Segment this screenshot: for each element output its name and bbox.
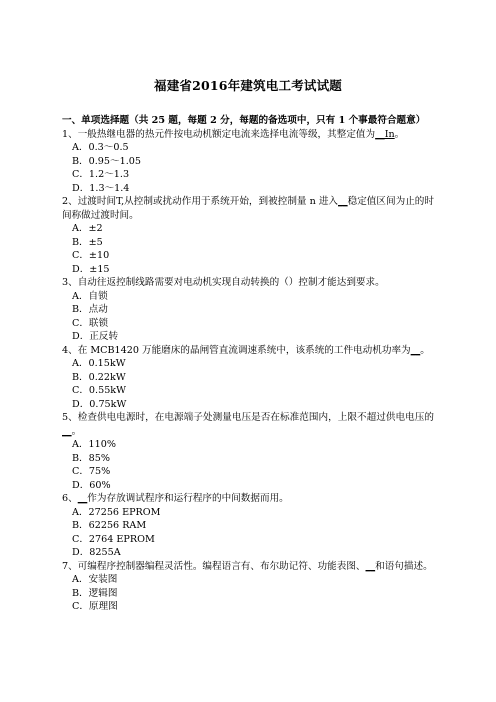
stem-text: 7、可编程序控制器编程灵活性。编程语言有、布尔助记符、功能表图、: [62, 560, 366, 572]
question-stem: [62, 344, 434, 358]
option-b: B．逻辑图: [72, 587, 118, 599]
question-stem: [62, 195, 434, 222]
stem-text: 和语句描述。: [375, 560, 433, 572]
stem-text: 5、检查供电电源时，在电源端子处测量电压是否在标准范围内，上限不超过供电电压的: [62, 412, 434, 423]
answer-blank: __: [365, 560, 376, 572]
stem-text: 6、: [62, 493, 78, 504]
option-d: D．正反转: [72, 331, 119, 342]
option-d: D．0.75kW: [72, 398, 127, 410]
stem-text: 。: [394, 128, 405, 140]
question-stem: [62, 128, 434, 142]
option-a: A．0.15kW: [72, 358, 126, 369]
stem-text: 4、在 MCB1420 万能磨床的晶闸管直流调速系统中，该系统的工件电动机功率为: [62, 344, 411, 356]
answer-blank: __: [62, 425, 72, 437]
stem-text: 。: [420, 344, 430, 356]
option-d: D．±15: [72, 263, 110, 275]
option-c: C．1.2～1.3: [72, 169, 130, 180]
stem-text: 2、过渡时间T,从控制或扰动作用于系统开始，到被控制量 n 进入: [62, 196, 339, 207]
option-c: C．0.55kW: [72, 385, 126, 396]
stem-text: 。: [71, 425, 82, 437]
option-c: C．联锁: [72, 317, 109, 329]
option-c: C．75%: [72, 466, 111, 477]
option-a: A．±2: [72, 223, 103, 234]
answer-blank: __: [338, 196, 348, 207]
document-page: [62, 78, 434, 614]
option-d: D．1.3～1.4: [72, 182, 130, 194]
question-stem: [62, 560, 434, 574]
option-b: B．85%: [72, 452, 110, 464]
answer-blank: __: [77, 493, 88, 504]
option-c: C．2764 EPROM: [72, 533, 155, 545]
option-a: A．0.3～0.5: [72, 142, 129, 153]
option-a: A．110%: [72, 439, 116, 450]
option-b: B．0.22kW: [72, 371, 126, 383]
question-4: [62, 344, 434, 412]
option-a: A．安装图: [72, 574, 118, 585]
stem-text: 3、自动往返控制线路需要对电动机实现自动转换的（）控制才能达到要求。: [62, 277, 385, 288]
option-d: D．60%: [72, 479, 111, 491]
option-a: A．自锁: [72, 290, 108, 302]
answer-blank: __In: [375, 128, 395, 140]
option-b: B．点动: [72, 304, 108, 315]
question-stem: [62, 276, 434, 290]
option-d: D．8255A: [72, 547, 121, 558]
option-c: C．±10: [72, 250, 110, 261]
question-6: [62, 492, 434, 560]
question-stem: [62, 411, 434, 438]
question-2: [62, 195, 434, 276]
section-heading: 一、单项选择题（共 25 题，每题 2 分，每题的备选项中，只有 1 个事最符合题意）: [62, 115, 426, 126]
question-3: [62, 276, 434, 344]
stem-text: 1、一般热继电器的热元件按电动机额定电流来选择电流等级，其整定值为: [62, 128, 376, 140]
document-title: 福建省2016年建筑电工考试试题: [154, 78, 342, 93]
option-b: B．62256 RAM: [72, 520, 147, 531]
option-c: C．原理图: [72, 601, 118, 612]
question-5: [62, 411, 434, 492]
option-b: B．±5: [72, 236, 103, 248]
question-1: [62, 128, 434, 196]
option-a: A．27256 EPROM: [72, 506, 161, 518]
option-b: B．0.95～1.05: [72, 155, 141, 167]
stem-text: 作为存放调试程序和运行程序的中间数据而用。: [87, 493, 289, 504]
answer-blank: __: [410, 344, 421, 356]
question-7: [62, 560, 434, 614]
question-stem: [62, 492, 434, 506]
stem-text: 稳定值区间为止的时间称做过渡时间。: [62, 196, 434, 221]
